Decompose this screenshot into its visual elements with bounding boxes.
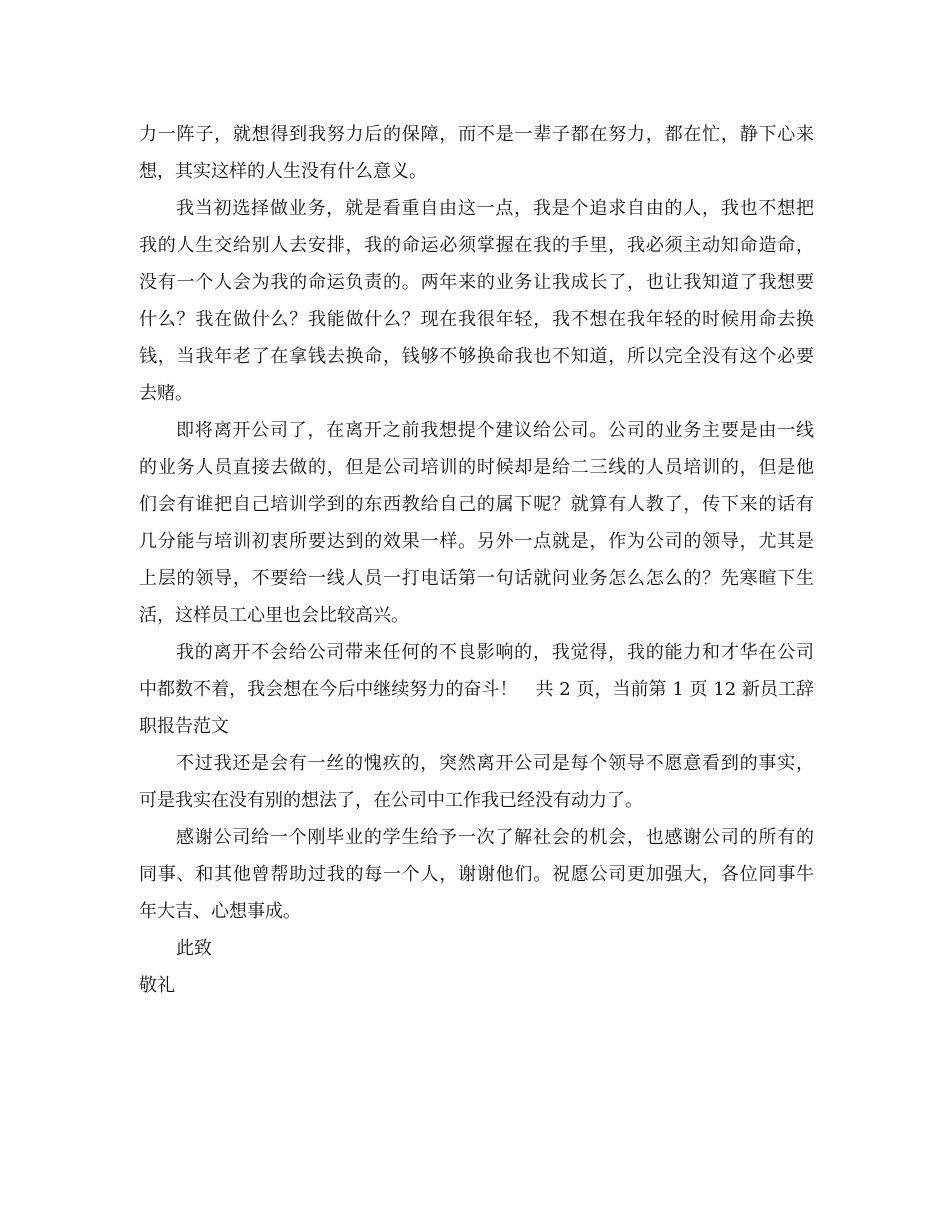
text-line-8: 去赌。: [139, 383, 193, 404]
text-line-7: 钱，当我年老了在拿钱去换命，钱够不够换命我也不知道，所以完全没有这个必要: [139, 346, 814, 367]
text-line-22: 年大吉、心想事成。: [139, 901, 301, 922]
letter-body: [139, 116, 814, 1004]
text-line-2: 想，其实这样的人生没有什么意义。: [139, 161, 427, 182]
text-line-6: 什么？我在做什么？我能做什么？现在我很年轻，我不想在我年轻的时候用命去换: [139, 309, 814, 330]
text-line-14: 活，这样员工心里也会比较高兴。: [139, 605, 409, 626]
text-line-3: 我当初选择做业务，就是看重自由这一点，我是个追求自由的人，我也不想把: [176, 198, 814, 219]
text-line-9: 即将离开公司了，在离开之前我想提个建议给公司。公司的业务主要是由一线: [176, 420, 814, 441]
text-line-18: 不过我还是会有一丝的愧疚的，突然离开公司是每个领导不愿意看到的事实，: [176, 753, 814, 774]
text-line-15: 我的离开不会给公司带来任何的不良影响的，我觉得，我的能力和才华在公司: [176, 642, 814, 663]
text-line-13: 上层的领导，不要给一线人员一打电话第一句话就问业务怎么怎么的？先寒暄下生: [139, 568, 814, 589]
text-line-4: 我的人生交给别人去安排，我的命运必须掌握在我的手里，我必须主动知命造命，: [139, 235, 814, 256]
text-line-16: 中都数不着，我会想在今后中继续努力的奋斗！ 共 2 页，当前第 1 页 12 新员工辞: [139, 679, 814, 700]
text-line-21: 同事、和其他曾帮助过我的每一个人，谢谢他们。祝愿公司更加强大，各位同事牛: [139, 864, 814, 885]
text-line-17: 职报告范文: [139, 716, 229, 737]
text-line-10: 的业务人员直接去做的，但是公司培训的时候却是给二三线的人员培训的，但是他: [139, 457, 814, 478]
text-line-12: 几分能与培训初衷所要达到的效果一样。另外一点就是，作为公司的领导，尤其是: [139, 531, 814, 552]
text-line-20: 感谢公司给一个刚毕业的学生给予一次了解社会的机会，也感谢公司的所有的: [176, 827, 814, 848]
closing-regards: 敬礼: [139, 975, 175, 996]
text-line-19: 可是我实在没有别的想法了，在公司中工作我已经没有动力了。: [139, 790, 643, 811]
closing-salutation: 此致: [176, 938, 212, 959]
text-line-5: 没有一个人会为我的命运负责的。两年来的业务让我成长了，也让我知道了我想要: [139, 272, 814, 293]
text-line-1: 力一阵子，就想得到我努力后的保障，而不是一辈子都在努力，都在忙，静下心来: [139, 124, 814, 145]
text-line-11: 们会有谁把自己培训学到的东西教给自己的属下呢？就算有人教了，传下来的话有: [139, 494, 814, 515]
